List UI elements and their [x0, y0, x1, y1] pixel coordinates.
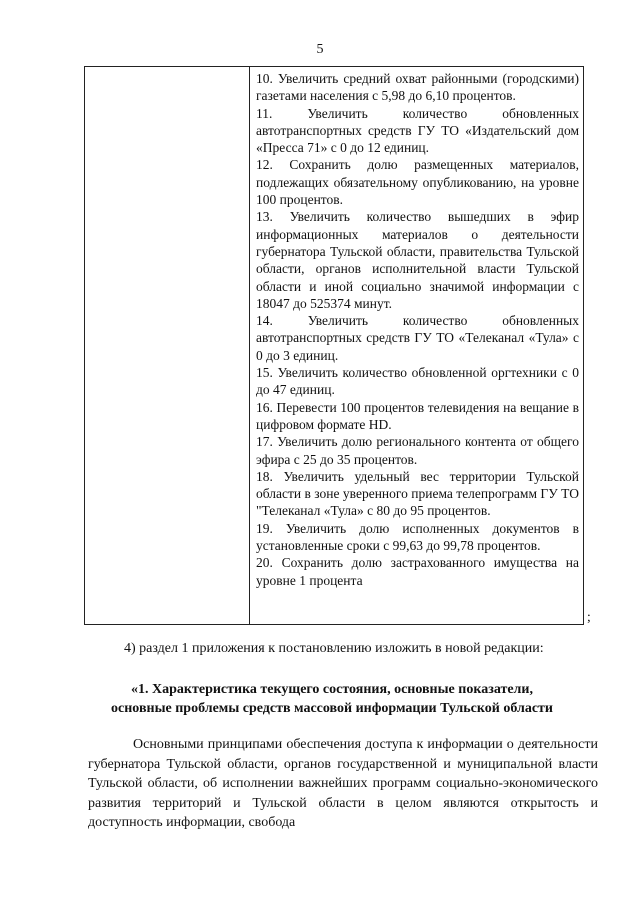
list-item: 20. Сохранить долю застрахованного имущества на уровне 1 процента [256, 555, 579, 588]
table-right-column [250, 67, 583, 624]
body-paragraph: Основными принципами обеспечения доступа к информации о деятельности губернатора Тульской области, органов государственной и муниципальной власти Тульской области, об исполнении важнейших программ социально-экономического развития территорий и Тульской области в целом являются открытость и доступность информации, свобода [88, 737, 598, 830]
section-heading-line-2: основные проблемы средств массовой информации Тульской области [111, 701, 553, 716]
list-item: 19. Увеличить долю исполненных документов в установленные сроки с 99,63 до 99,78 процентов. [256, 520, 579, 554]
list-item: 16. Перевести 100 процентов телевидения на вещание в цифровом формате HD. [256, 399, 579, 432]
list-item: 11. Увеличить количество обновленных автотранспортных средств ГУ ТО «Издательский дом «Пресса 71» с 0 до 12 единиц. [256, 105, 579, 156]
table-left-column [85, 67, 250, 624]
list-item: 13. Увеличить количество вышедших в эфир информационных материалов о деятельности губернатора Тульской области, правительства Тульской области, органов исполнительной власти Тульской области и иной социально значимой информации с 18047 до 525374 минут. [256, 209, 579, 311]
table-end-semicolon: ; [587, 609, 591, 624]
list-item: 17. Увеличить долю регионального контента от общего эфира с 25 до 35 процентов. [256, 434, 579, 467]
amendment-text: 4) раздел 1 приложения к постановлению изложить в новой редакции: [124, 641, 544, 656]
list-item: 12. Сохранить долю размещенных материалов, подлежащих обязательному опубликованию, на уровне 100 процентов. [256, 157, 579, 208]
list-item: 18. Увеличить удельный вес территории Тульской области в зоне уверенного приема телепрограмм ГУ ТО "Телеканал «Тула» с 80 до 95 процентов. [256, 468, 579, 519]
list-item: 14. Увеличить количество обновленных автотранспортных средств ГУ ТО «Телеканал «Тула» с 0 до 3 единиц. [256, 313, 579, 363]
section-heading-line-1: «1. Характеристика текущего состояния, основные показатели, [131, 682, 533, 697]
section-heading [52, 680, 612, 718]
page-number: 5 [316, 42, 324, 57]
list-item: 10. Увеличить средний охват районными (городскими) газетами населения с 5,98 до 6,10 процентов. [256, 71, 579, 104]
list-item: 15. Увеличить количество обновленной оргтехники с 0 до 47 единиц. [256, 365, 579, 398]
indicators-table [84, 66, 584, 625]
